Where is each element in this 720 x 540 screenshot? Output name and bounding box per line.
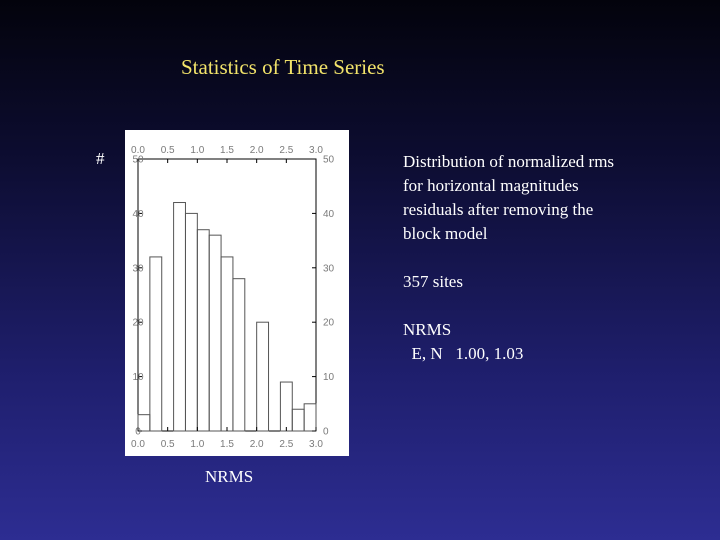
- y-tick-label: 0: [323, 426, 329, 438]
- x-tick-label: 3.0: [309, 145, 323, 156]
- histogram-bar: [185, 213, 197, 431]
- description-line: for horizontal magnitudes: [403, 176, 579, 195]
- nrms-values: E, N 1.00, 1.03: [403, 344, 524, 363]
- x-tick-label: 1.5: [220, 439, 234, 450]
- y-tick-label: 50: [323, 154, 335, 166]
- y-tick-label: 50: [132, 154, 144, 166]
- histogram-bar: [280, 382, 292, 431]
- y-tick-label: 20: [323, 317, 335, 329]
- x-tick-label: 1.0: [190, 439, 205, 450]
- x-axis-label: NRMS: [205, 467, 254, 486]
- x-tick-label: 2.0: [249, 439, 264, 450]
- plot-frame: [138, 159, 316, 431]
- description-line: Distribution of normalized rms: [403, 152, 615, 171]
- slide-title: Statistics of Time Series: [181, 55, 385, 79]
- histogram-bar: [233, 279, 245, 431]
- y-tick-label: 20: [132, 317, 144, 329]
- y-tick-label: 0: [135, 426, 141, 438]
- histogram-bar: [221, 257, 233, 431]
- histogram-bars: [138, 203, 316, 431]
- histogram-bar: [292, 409, 304, 431]
- y-tick-label: 40: [323, 208, 335, 220]
- x-tick-label: 2.0: [249, 145, 264, 156]
- histogram-bar: [150, 257, 162, 431]
- y-tick-label: 10: [132, 372, 144, 384]
- y-axis-label: #: [96, 149, 105, 168]
- y-tick-label: 30: [323, 263, 335, 275]
- x-tick-label: 0.0: [131, 439, 145, 450]
- histogram-bar: [209, 235, 221, 431]
- histogram-bar: [304, 404, 316, 431]
- nrms-heading: NRMS: [403, 320, 452, 339]
- histogram-bar: [257, 322, 269, 431]
- description-line: residuals after removing the: [403, 200, 594, 219]
- x-tick-label: 1.0: [190, 145, 205, 156]
- x-tick-label: 2.5: [279, 439, 294, 450]
- y-tick-label: 10: [323, 372, 335, 384]
- histogram-bar: [197, 230, 209, 431]
- x-tick-label: 0.5: [160, 439, 175, 450]
- y-tick-label: 30: [132, 263, 144, 275]
- x-tick-label: 3.0: [309, 439, 323, 450]
- x-tick-label: 0.5: [160, 145, 175, 156]
- histogram-chart: [125, 130, 349, 456]
- histogram-bar: [174, 203, 186, 431]
- description-panel: [403, 150, 614, 366]
- y-tick-label: 40: [132, 208, 144, 220]
- histogram-svg: [125, 130, 349, 456]
- x-tick-label: 1.5: [220, 145, 234, 156]
- x-tick-label: 2.5: [279, 145, 294, 156]
- sites-count: 357 sites: [403, 272, 463, 291]
- description-line: block model: [403, 224, 488, 243]
- x-tick-label: 0.0: [131, 145, 145, 156]
